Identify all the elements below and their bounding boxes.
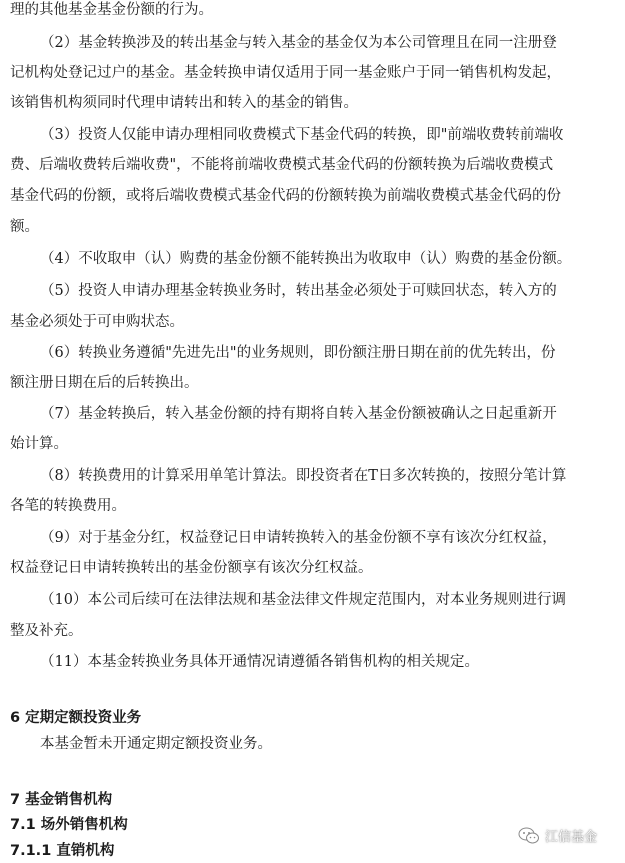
section-7-1-1-heading: 7.1.1 直销机构 [10, 843, 115, 859]
wechat-watermark [518, 826, 597, 845]
rule-8-line-1: （8）转换费用的计算采用单笔计算法。即投资者在T日多次转换的，按照分笔计算 [40, 468, 567, 484]
rule-2-line-1: （2）基金转换涉及的转出基金与转入基金的基金仅为本公司管理且在同一注册登 [40, 35, 557, 51]
rule-6-line-1: （6）转换业务遵循"先进先出"的业务规则，即份额注册日期在前的优先转出，份 [40, 345, 556, 361]
rule-8-line-2: 各笔的转换费用。 [10, 498, 126, 514]
rule-2-line-2: 记机构处登记过户的基金。基金转换申请仅适用于同一基金账户于同一销售机构发起， [10, 65, 561, 81]
rule-4-line-1: （4）不收取申（认）购费的基金份额不能转换出为收取申（认）购费的基金份额。 [40, 251, 572, 267]
rule-7-line-2: 始计算。 [10, 436, 68, 452]
section-6-body: 本基金暂未开通定期定额投资业务。 [40, 736, 272, 752]
rule-3-line-1: （3）投资人仅能申请办理相同收费模式下基金代码的转换，即"前端收费转前端收 [40, 127, 564, 143]
rule-9-line-1: （9）对于基金分红，权益登记日申请转换转入的基金份额不享有该次分红权益， [40, 530, 557, 546]
rule-7-line-1: （7）基金转换后，转入基金份额的持有期将自转入基金份额被确认之日起重新开 [40, 406, 557, 422]
rule-2-line-3: 该销售机构须同时代理申请转出和转入的基金的销售。 [10, 95, 358, 111]
rule-3-line-3: 基金代码的份额，或将后端收费模式基金代码的份额转换为前端收费模式基金代码的份 [10, 188, 561, 204]
rule-5-line-2: 基金必须处于可申购状态。 [10, 314, 184, 330]
section-7-1-heading: 7.1 场外销售机构 [10, 817, 128, 833]
wechat-icon [518, 827, 540, 845]
rule-3-line-2: 费、后端收费转后端收费"，不能将前端收费模式基金代码的份额转换为后端收费模式 [10, 157, 554, 173]
rule-10-line-2: 整及补充。 [10, 623, 83, 639]
rule-5-line-1: （5）投资人申请办理基金转换业务时，转出基金必须处于可赎回状态，转入方的 [40, 283, 557, 299]
rule-3-line-4: 额。 [10, 219, 39, 235]
rule-9-line-2: 权益登记日申请转换转出的基金份额享有该次分红权益。 [10, 560, 373, 576]
rule-6-line-2: 额注册日期在后的后转换出。 [10, 375, 199, 391]
rule-10-line-1: （10）本公司后续可在法律法规和基金法律文件规定范围内，对本业务规则进行调 [40, 592, 566, 608]
rule-1-tail: 理的其他基金基金份额的行为。 [10, 2, 213, 18]
section-6-heading: 6 定期定额投资业务 [10, 710, 142, 726]
rule-11-line-1: （11）本基金转换业务具体开通情况请遵循各销售机构的相关规定。 [40, 654, 479, 670]
watermark-label: 江信基金 [545, 830, 598, 845]
section-7-heading: 7 基金销售机构 [10, 792, 113, 808]
